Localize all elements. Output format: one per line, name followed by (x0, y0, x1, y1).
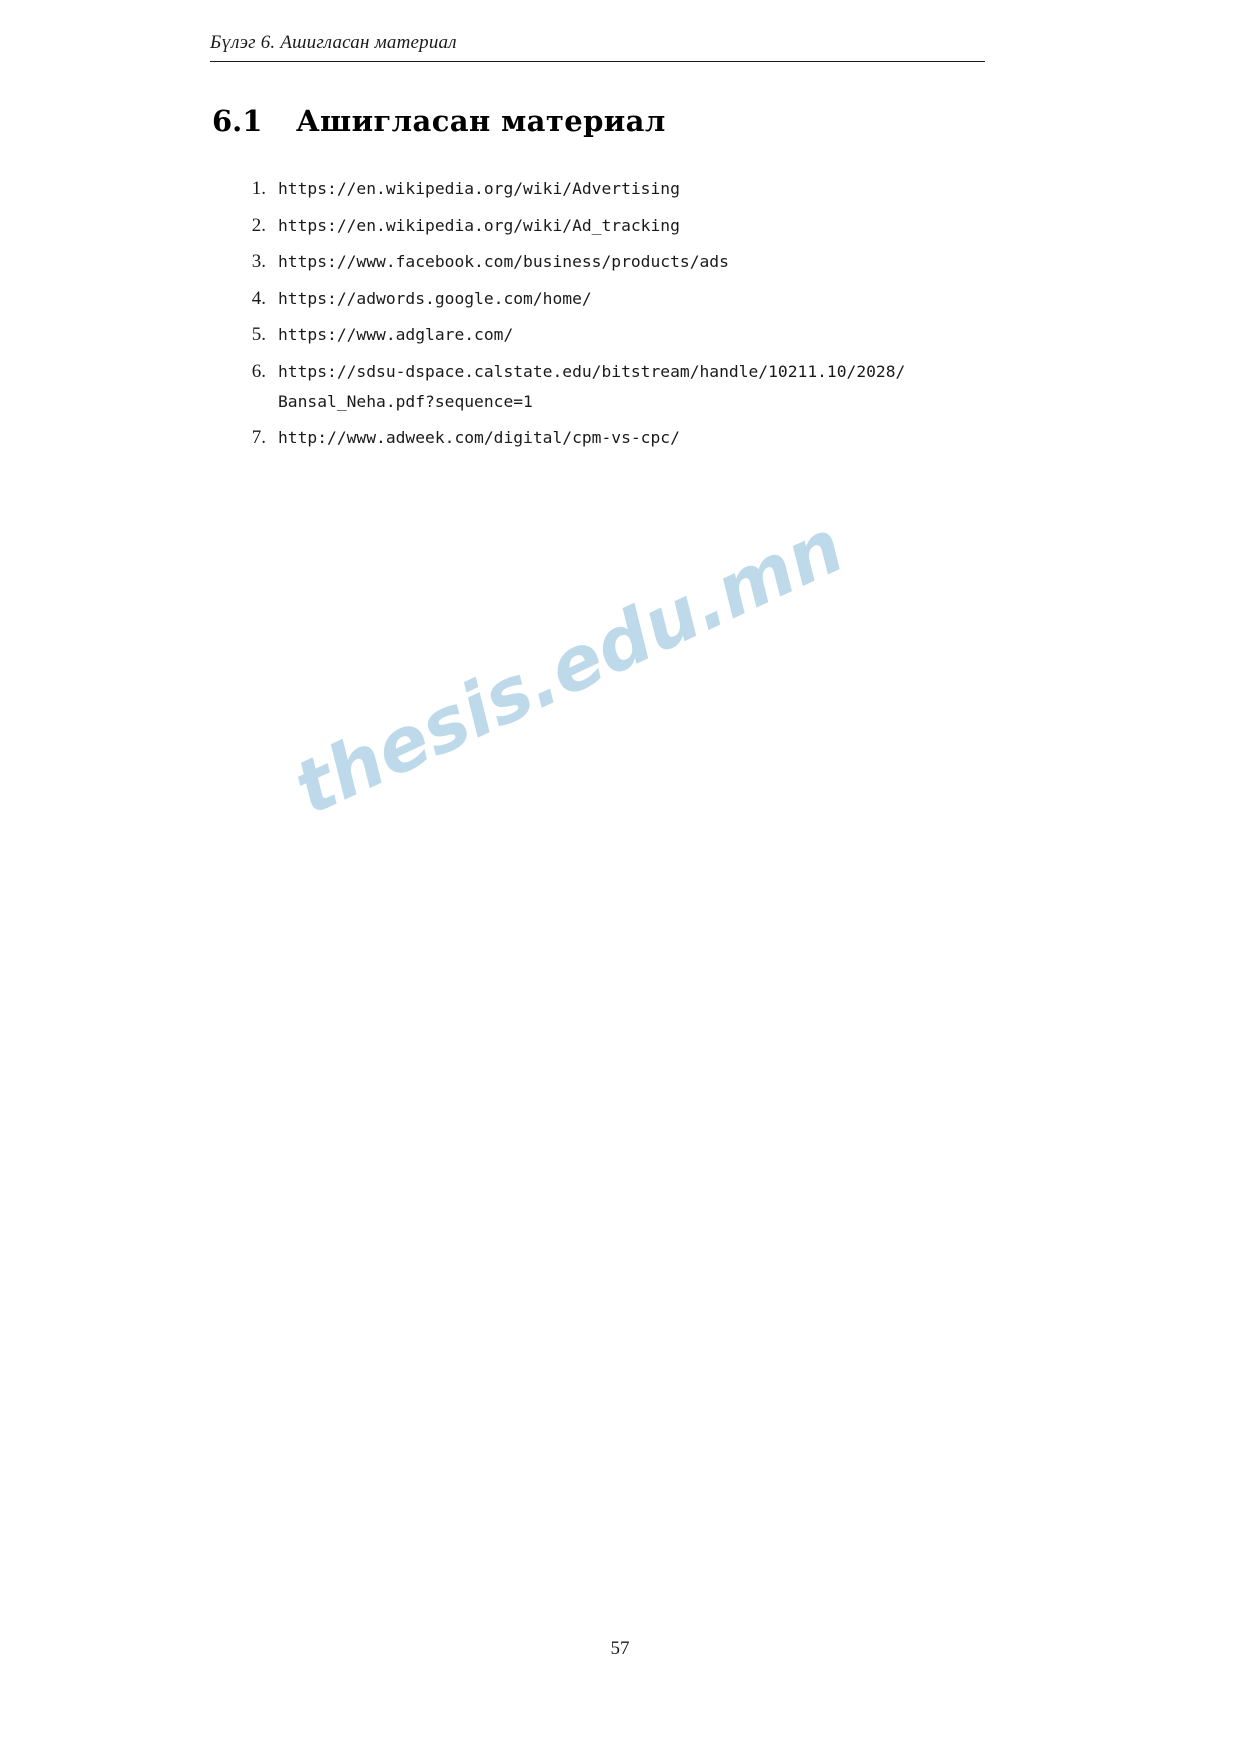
list-item-url[interactable]: https://adwords.google.com/home/ (278, 288, 592, 308)
list-item-number: 4. (251, 287, 266, 309)
list-item-number: 1. (251, 178, 266, 199)
list-item-url-line1: https://sdsu-dspace.calstate.edu/bitstream/handle/10211.10/2028/ (278, 361, 906, 381)
watermark-text: thesis.edu.mn (281, 503, 857, 832)
list-item (236, 286, 996, 312)
list-item-url[interactable]: https://en.wikipedia.org/wiki/Ad_tracking (278, 215, 680, 235)
section-number: 6.1 (212, 104, 263, 138)
page-number: 57 (610, 1638, 630, 1659)
list-item (236, 249, 996, 275)
list-item-url[interactable]: https://en.wikipedia.org/wiki/Advertising (278, 179, 680, 198)
running-header (210, 32, 985, 62)
list-item (236, 359, 996, 415)
list-item (236, 213, 996, 239)
list-item-url[interactable]: https://www.facebook.com/business/products/ads (278, 252, 729, 271)
list-item-number: 7. (251, 427, 266, 448)
watermark (281, 503, 857, 940)
list-item-number: 5. (251, 324, 266, 345)
running-header-title: Бүлэг 6. Ашигласан материал (210, 32, 457, 53)
list-item (236, 425, 996, 451)
list-item (236, 322, 996, 348)
header-divider (210, 61, 985, 62)
list-item-number: 6. (251, 360, 266, 382)
section-heading (212, 104, 666, 138)
list-item-number: 3. (251, 251, 266, 272)
list-item-url[interactable]: http://www.adweek.com/digital/cpm-vs-cpc/ (278, 428, 680, 447)
list-item-number: 2. (251, 214, 266, 236)
list-item-url[interactable]: https://www.adglare.com/ (278, 325, 514, 344)
list-item (236, 176, 996, 202)
section-title: Ашигласан материал (296, 104, 666, 138)
list-item-url[interactable] (278, 359, 905, 415)
reference-list (236, 176, 996, 462)
list-item-url-line2: Bansal_Neha.pdf?sequence=1 (278, 391, 533, 411)
